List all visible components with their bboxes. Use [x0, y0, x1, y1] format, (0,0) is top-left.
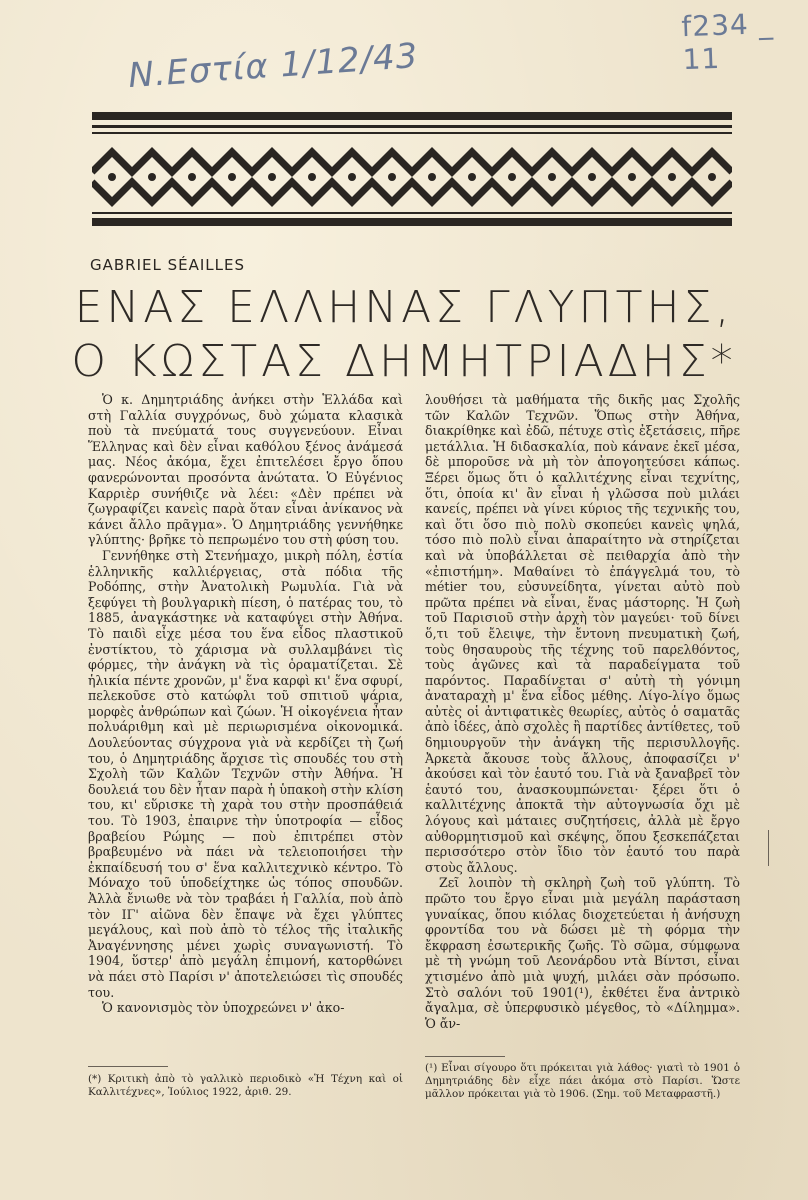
footnote-rule-right	[425, 1056, 505, 1057]
paragraph: Ζεῖ λοιπὸν τὴ σκληρὴ ζωὴ τοῦ γλύπτη. Τὸ πρῶτο του ἔργο εἶναι μιὰ μεγάλη παράσταση γυναίκας, ὅπου κιόλας διοχετεύεται ἡ ἀνήσυχη φροντίδα του νὰ δώσει μὲ τὴ φόρμα τὴν ἔκφραση ἐσωτερικῆς ζωῆς. Τὸ σῶμα, σύμφωνα μὲ τὴ γνώμη τοῦ Λεονάρδου ντὰ Βίντσι, εἶναι χτισμένο ἀπὸ μιὰ ψυχή, μιλάει σὰν πρόσωπο. Στὸ σαλόνι τοῦ 1901(¹), ἐκθέτει ἕνα ἀντρικὸ ἄγαλμα, σὲ ὑπερφυσικὸ μέγεθος, τὸ «Δίλημμα». Ὁ ἄν-	[425, 875, 740, 1031]
article-author: GABRIEL SÉAILLES	[90, 256, 246, 274]
decorative-ornament-band	[92, 112, 732, 232]
article-right-column	[425, 392, 740, 1031]
footnote-right: (¹) Εἶναι σίγουρο ὅτι πρόκειται γιὰ λάθος· γιατὶ τὸ 1901 ὁ Δημητριάδης δὲν εἶχε πάει ἀκόμα στὸ Παρίσι. Ὥστε μᾶλλον πρόκειται γιὰ τὸ 1906. (Σημ. τοῦ Μεταφραστῆ.)	[425, 1062, 740, 1100]
paragraph: λουθήσει τὰ μαθήματα τῆς δικῆς μας Σχολῆς τῶν Καλῶν Τεχνῶν. Ὅπως στὴν Ἀθήνα, διακρίθηκε καὶ ἐδῶ, πέτυχε στὶς ἐξετάσεις, πῆρε μετάλλια. Ἡ διδασκαλία, ποὺ κάνανε ἐκεῖ μέσα, δὲ μποροῦσε νὰ μὴ τὸν ἀπογοητεύσει κάπως. Ξέρει ὅμως ὅτι ὁ καλλιτέχνης εἶναι τεχνίτης, ὅτι, ὁποία κι' ἂν εἶναι ἡ γλῶσσα ποὺ μιλάει κανείς, πρέπει νὰ γίνει κύριος τῆς τεχνικῆς του, καὶ ὅτι ὅσο πιὸ πολὺ σκοπεύει κανεὶς ψηλά, τόσο πιὸ πολὺ εἶναι ἀπαραίτητο νὰ στηρίζεται καὶ νὰ ὑποβάλλεται σὲ πειθαρχία ἀπὸ τὴν «ἐπιστήμη». Μαθαίνει τὸ ἐπάγγελμά του, τὸ métier του, εὐσυνείδητα, γίνεται αὐτὸ ποὺ πρῶτα πρέπει νὰ εἶναι, ἕνας μάστορης. Ἡ ζωὴ τοῦ Παρισιοῦ στὴν ἀρχὴ τὸν μαγεύει· τοῦ δίνει ὅ,τι τοῦ ἔλειψε, τὴν ἔντονη πνευματικὴ ζωή, τοὺς θησαυροὺς τῆς τέχνης τοῦ παρελθόντος, τοὺς ἀγῶνες καὶ τὰ παραδείγματα τοῦ παρόντος. Παραδίνεται σ' αὐτὴ τὴ γόνιμη ἀναταραχὴ μ' ἕνα εἶδος μέθης. Λίγο-λίγο ὅμως αὐτὲς οἱ ἀντιφατικὲς θεωρίες, αὐτὸς ὁ σαματᾶς ἀπὸ ἰδέες, ἀπὸ σχολὲς ἢ παρτίδες ἀντίθετες, τοῦ δημιουργοῦν τὴν ἀνάγκη τῆς περισυλλογῆς. Ἀρκετὰ ἄκουσε τοὺς ἄλλους, ἀποφασίζει ν' ἀκούσει καὶ τὸν ἑαυτό του. Γιὰ νὰ ξαναβρεῖ τὸν ἑαυτό του, ἀνασκουμπώνεται· ξέρει ὅτι ὁ καλλιτέχνης ἀποκτᾶ τὴν αὐτογνωσία ὄχι μὲ λόγους καὶ μάταιες συζητήσεις, ἀλλὰ μὲ ἔργο αὐθορμητισμοῦ καὶ σκέψης, ὅπου ξεσκεπάζεται περισσότερο στὸν ἴδιο τὸν ἑαυτό του παρὰ στοὺς ἄλλους.	[425, 392, 740, 875]
footnote-left: (*) Κριτικὴ ἀπὸ τὸ γαλλικὸ περιοδικὸ «Ἡ Τέχνη καὶ οἱ Καλλιτέχνες», Ἰούλιος 1922, ἀριθ. 29.	[88, 1073, 403, 1098]
handwritten-date-annotation: N.Eστία 1/12/43	[126, 35, 420, 97]
paragraph: Ὁ κ. Δημητριάδης ἀνήκει στὴν Ἑλλάδα καὶ στὴ Γαλλία συγχρόνως, δυὸ χώματα κλασικὰ ποὺ τὰ πνεύματά τους συγγενεύουν. Εἶναι Ἕλληνας καὶ δὲν εἶναι καθόλου ξένος ἀνάμεσά μας. Νέος ἀκόμα, ἔχει ἐπιτελέσει ἔργο ὅπου φανερώνονται προσόντα ἀνώτατα. Ὁ Εὐγένιος Καρριὲρ συνήθιζε νὰ λέει: «Δὲν πρέπει νὰ ζωγραφίζει κανεὶς παρὰ ὅταν εἶναι ἀνίκανος νὰ κάνει ἄλλο πρᾶγμα». Ὁ Δημητριάδης γεννήθηκε γλύπτης· βρῆκε τὸ πεπρωμένο του στὴ φύση του.	[88, 392, 403, 548]
article-title-line2: Ο ΚΩΣΤΑΣ ΔΗΜΗΤΡΙΑΔΗΣ*	[71, 336, 737, 387]
article-left-column	[88, 392, 403, 1016]
footnote-rule-left	[88, 1066, 168, 1067]
handwritten-archive-code: f234 _ 11	[680, 7, 775, 77]
paragraph: Γεννήθηκε στὴ Στενήμαχο, μικρὴ πόλη, ἑστία ἑλληνικῆς καλλιέργειας, στὰ πόδια τῆς Ροδόπης, στὴν Ἀνατολικὴ Ρωμυλία. Γιὰ νὰ ξεφύγει τὴ βουλγαρικὴ πίεση, ὁ πατέρας του, τὸ 1885, ἀναγκάστηκε νὰ καταφύγει στὴν Ἀθήνα. Τὸ παιδὶ εἶχε μέσα του ἕνα εἶδος πλαστικοῦ ἐνστίκτου, τὸ χάρισμα νὰ συλλαμβάνει τὶς φόρμες, τὴν ἀνάγκη νὰ τὶς ὁραματίζεται. Σὲ ἡλικία πέντε χρονῶν, μ' ἕνα καρφὶ κι' ἕνα σφυρί, πελεκοῦσε στὸ κατώφλι τοῦ σπιτιοῦ ψάρια, μορφὲς ἀνθρώπων καὶ ζώων. Ἡ οἰκογένεια ἦταν πολυάριθμη καὶ μὲ περιωρισμένα οἰκονομικά. Δουλεύοντας σύγχρονα γιὰ νὰ κερδίζει τὴ ζωή του, ὁ Δημητριάδης ἄρχισε τὶς σπουδές του στὴ Σχολὴ τῶν Καλῶν Τεχνῶν στὴν Ἀθήνα. Ἡ δουλειά του δὲν ἦταν παρὰ ἡ ὑπακοὴ στὴν κλίση του, κι' εὕρισκε τὴ χαρὰ του στὴν προσπάθειά του. Τὸ 1903, ἐπαιρνε τὴν ὑποτροφία — εἶδος βραβείου Ρώμης — ποὺ ἐπιτρέπει στὸν βραβευμένο νὰ πάει νὰ τελειοποιήσει τὴν ἐκπαίδευσή του σ' ἕνα καλλιτεχνικὸ κέντρο. Τὸ Μόναχο τοῦ ὑποδείχτηκε ὡς τόπος σπουδῶν. Ἀλλὰ ἔνιωθε νὰ τὸν τραβάει ἡ Γαλλία, ποὺ ἀπὸ τὸν ΙΓ' αἰῶνα δὲν ἔπαψε νὰ ἔχει γλύπτες μεγάλους, καὶ ποὺ ἀπὸ τὸ τέλος τῆς ἰταλικῆς Ἀναγέννησης μένει χωρὶς συναγωνιστή. Τὸ 1904, ὕστερ' ἀπὸ μεγάλη ἐπιμονή, κατορθώνει νὰ πάει στὸ Παρίσι ν' ἀποτελειώσει τὶς σπουδές του.	[88, 547, 403, 1000]
margin-pencil-mark	[768, 830, 775, 866]
paragraph: Ὁ κανονισμὸς τὸν ὑποχρεώνει ν' ἀκο-	[102, 1000, 345, 1016]
article-title-line1: ΕΝΑΣ ΕΛΛΗΝΑΣ ΓΛΥΠΤΗΣ,	[74, 282, 734, 333]
